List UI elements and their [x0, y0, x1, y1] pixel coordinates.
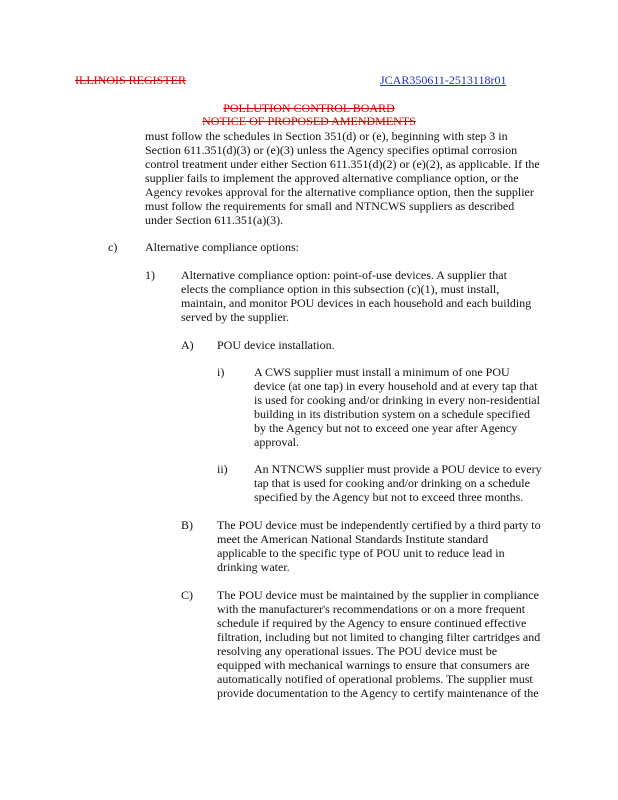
intro-line: supplier fails to implement the approved alternative compliance option, or the — [145, 171, 519, 185]
B-line: meet the American National Standards Institute standard — [217, 532, 489, 546]
section-Aii-text — [254, 462, 584, 504]
B-line: drinking water. — [217, 560, 290, 574]
c1-line: Alternative compliance option: point-of-use devices. A supplier that — [181, 268, 507, 282]
B-line: The POU device must be independently certified by a third party to — [217, 518, 541, 532]
C-line: filtration, including but not limited to changing filter cartridges and — [217, 630, 541, 644]
intro-line: must follow the requirements for small and NTNCWS suppliers as described — [145, 199, 515, 213]
Ai-line: device (at one tap) in every household and at every tap that — [254, 379, 538, 393]
intro-line: control treatment under either Section 611.351(d)(2) or (e)(2), as applicable. If the — [145, 157, 540, 171]
header-left: ILLINOIS REGISTER — [75, 73, 186, 87]
C-line: provide documentation to the Agency to certify maintenance of the — [217, 686, 539, 700]
section-c1-text — [181, 268, 581, 324]
intro-paragraph — [145, 129, 585, 227]
section-c1-label: 1) — [145, 268, 155, 282]
intro-line: Agency revokes approval for the alternative compliance option, then the supplier — [145, 185, 534, 199]
Aii-line: An NTNCWS supplier must provide a POU device to every — [254, 462, 542, 476]
section-C-label: C) — [181, 588, 193, 602]
c1-line: served by the supplier. — [181, 310, 289, 324]
header-title-notice: NOTICE OF PROPOSED AMENDMENTS — [202, 114, 416, 128]
Aii-line: specified by the Agency but not to exceed three months. — [254, 490, 524, 504]
section-A-text: POU device installation. — [217, 338, 335, 352]
Ai-line: by the Agency but not to exceed one year after Agency — [254, 421, 518, 435]
c1-line: maintain, and monitor POU devices in each household and each building — [181, 296, 532, 310]
header-title-board: POLLUTION CONTROL BOARD — [223, 101, 395, 115]
section-B-text — [217, 518, 587, 574]
Ai-line: is used for cooking and/or drinking in every non-residential — [254, 393, 540, 407]
C-line: resolving any operational issues. The POU device must be — [217, 644, 498, 658]
C-line: automatically notified of operational problems. The supplier must — [217, 672, 533, 686]
Ai-line: approval. — [254, 435, 299, 449]
section-Ai-label: i) — [217, 365, 225, 379]
header-right: JCAR350611-2513118r01 — [380, 73, 507, 87]
B-line: applicable to the specific type of POU unit to reduce lead in — [217, 546, 505, 560]
c1-line: elects the compliance option in this subsection (c)(1), must install, — [181, 282, 500, 296]
section-Aii-label: ii) — [217, 462, 228, 476]
intro-line: under Section 611.351(a)(3). — [145, 213, 284, 227]
section-C-text — [217, 588, 602, 700]
Aii-line: tap that is used for cooking and/or drinking on a schedule — [254, 476, 530, 490]
C-line: with the manufacturer's recommendations or on a more frequent — [217, 602, 526, 616]
C-line: equipped with mechanical warnings to ensure that consumers are — [217, 658, 530, 672]
section-B-label: B) — [181, 518, 193, 532]
Ai-line: A CWS supplier must install a minimum of one POU — [254, 365, 510, 379]
intro-line: must follow the schedules in Section 351(d) or (e), beginning with step 3 in — [145, 129, 508, 143]
section-A-label: A) — [181, 338, 194, 352]
section-c-text: Alternative compliance options: — [145, 240, 299, 254]
C-line: The POU device must be maintained by the supplier in compliance — [217, 588, 539, 602]
section-c-label: c) — [108, 240, 118, 254]
section-Ai-text — [254, 365, 584, 449]
C-line: schedule if required by the Agency to ensure continued effective — [217, 616, 527, 630]
intro-line: Section 611.351(d)(3) or (e)(3) unless the Agency specifies optimal corrosion — [145, 143, 518, 157]
Ai-line: building in its distribution system on a schedule specified — [254, 407, 530, 421]
